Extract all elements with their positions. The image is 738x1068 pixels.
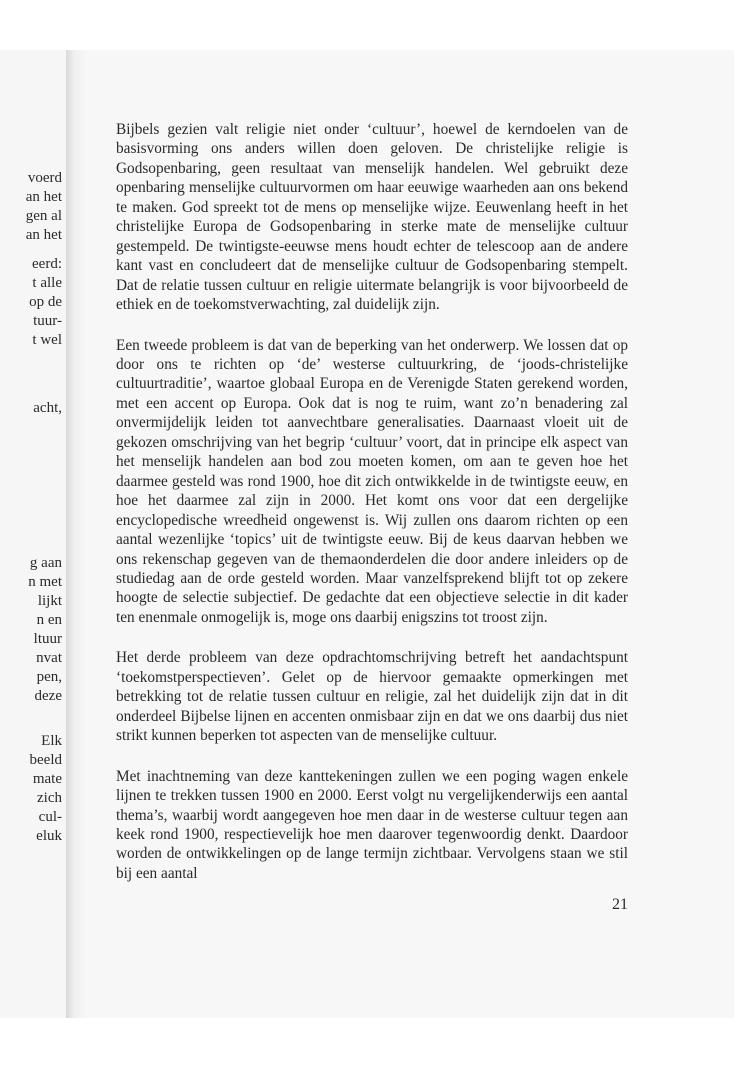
- previous-page-fragment: lijkt: [37, 593, 62, 609]
- previous-page-fragment: voerd: [27, 170, 62, 186]
- previous-page-fragment: an het: [25, 189, 62, 205]
- book-gutter: [66, 50, 86, 1018]
- previous-page-edge: [0, 50, 66, 1018]
- previous-page-fragment: op de: [29, 294, 62, 310]
- previous-page-fragment: t alle: [32, 275, 62, 291]
- previous-page-fragment: tuur-: [33, 313, 62, 329]
- paragraph-method: Met inachtneming van deze kanttekeningen zullen we een poging wagen enkele lijnen te trekken tussen 1900 en 2000. Eerst volgt nu vergelijkenderwijs een aantal thema’s, waarbij wordt aangegeven hoe men daar in de westerse cultuur tegen aan keek rond 1900, respectievelijk hoe men daarover tegenwoordig denkt. Daardoor worden de ontwikkelingen op de lange termijn zichtbaar. Vervolgens staan we stil bij een aantal: [116, 767, 628, 882]
- previous-page-fragment: nvat: [36, 650, 62, 666]
- previous-page-fragment: g aan: [29, 555, 62, 571]
- previous-page-fragment: n met: [28, 574, 62, 590]
- previous-page-fragment: mate: [32, 771, 62, 787]
- previous-page-fragment: eerd:: [32, 256, 62, 272]
- previous-page-fragment: pen,: [36, 669, 62, 685]
- page-body: [116, 120, 628, 904]
- previous-page-fragment: t wel: [32, 332, 62, 348]
- previous-page-fragment: cul-: [38, 809, 62, 825]
- previous-page-fragment: Elk: [41, 733, 62, 749]
- previous-page-fragment: an het: [25, 227, 62, 243]
- page-number: 21: [612, 896, 628, 913]
- previous-page-fragment: gen al: [25, 208, 62, 224]
- paragraph-religion-culture: Bijbels gezien valt religie niet onder ‘cultuur’, hoewel de kerndoelen van de basisvorming ons anders willen doen geloven. De christelijke religie is Godsopenbaring, geen resultaat van menselijk handelen. Wel gebruikt deze openbaring menselijke cultuurvormen om haar eeuwige waarheden aan ons bekend te maken. God spreekt tot de mens op menselijke wijze. Eeuwenlang heeft in het christelijke Europa de Godsopenbaring in sterke mate de menselijke cultuur gestempeld. De twintigste-eeuwse mens houdt echter de telescoop aan de andere kant vast en concludeert dat de menselijke cultuur de Godsopenbaring stempelt. Dat de relatie tussen cultuur en religie uitermate belangrijk is voor bijvoorbeeld de ethiek en de toekomstverwachting, zal duidelijk zijn.: [116, 121, 628, 314]
- previous-page-fragment: beeld: [29, 752, 62, 768]
- paragraph-future-perspectives: Het derde probleem van deze opdrachtomschrijving betreft het aandachtspunt ‘toekomstperspectieven’. Gelet op de hiervoor gemaakte opmerkingen met betrekking tot de relatie tussen cultuur en religie, zal het duidelijk zijn dat in dit onderdeel Bijbelse lijnen en accenten onmisbaar zijn en dat we ons daarbij dus niet strikt kunnen beperken tot aspecten van de menselijke cultuur.: [116, 649, 628, 745]
- previous-page-fragment: ltuur: [33, 631, 62, 647]
- paragraph-scope-limitation: Een tweede probleem is dat van de beperking van het onderwerp. We lossen dat op door ons te richten op ‘de’ westerse cultuurkring, de ‘joods-christelijke cultuurtraditie’, waartoe globaal Europa en de Verenigde Staten gerekend worden, met een accent op Europa. Ook dat is nog te ruim, want zo’n benadering zal onvermijdelijk leiden tot aanvechtbare generalisaties. Daarnaast vloeit uit de gekozen omschrijving van het begrip ‘cultuur’ voort, dat in principe elk aspect van het menselijk handelen aan bod zou moeten komen, om aan te geven hoe het daarmee gesteld was rond 1900, hoe dit zich ontwikkelde in de twintigste eeuw, en hoe het daarmee zal zijn in 2000. Het komt ons voor dat een dergelijke encyclopedische wreedheid ongewenst is. Wij zullen ons daarom richten op een aantal wezenlijke ‘topics’ uit de twintigste eeuw. Bij de keus daarvan hebben we ons rekenschap gegeven van de themaonderdelen die door andere inleiders op de studiedag aan de orde gesteld worden. Maar vanzelfsprekend blijft tot op zekere hoogte de selectie subjectief. De gedachte dat een objectieve selectie in dit kader ten enenmale onmogelijk is, moge ons daarbij enigszins tot troost zijn.: [116, 336, 628, 626]
- previous-page-fragment: acht,: [33, 400, 62, 416]
- previous-page-fragment: zich: [37, 790, 62, 806]
- previous-page-fragment: deze: [34, 688, 62, 704]
- previous-page-fragment: n en: [36, 612, 62, 628]
- previous-page-fragment: eluk: [36, 828, 62, 844]
